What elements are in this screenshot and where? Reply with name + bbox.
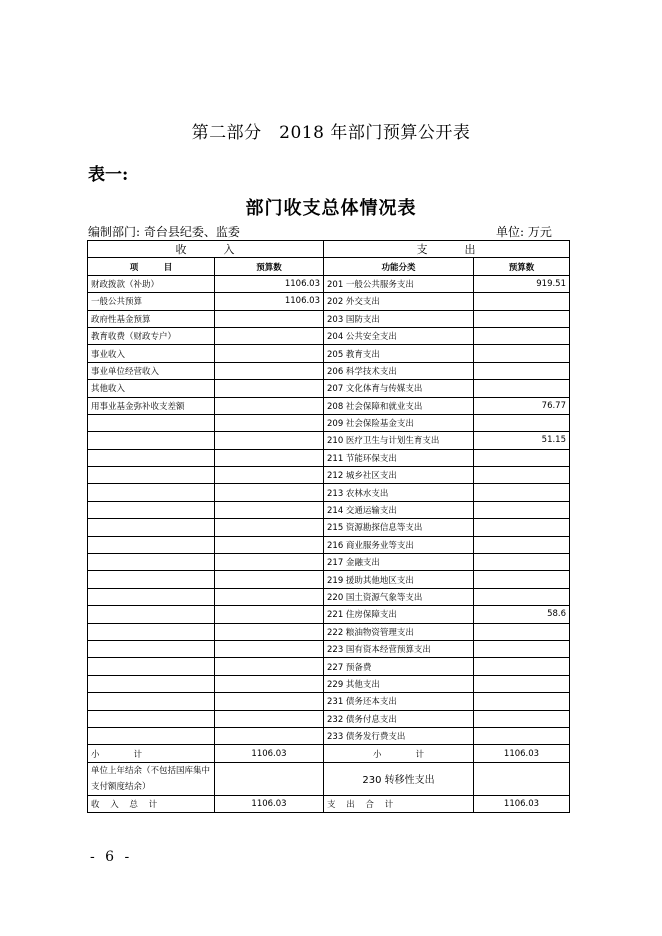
expense-function-cell: 205 教育支出 [324, 345, 474, 362]
expense-function-cell: 220 国土资源气象等支出 [324, 588, 474, 605]
expense-budget-cell [474, 693, 570, 710]
expense-function-cell: 215 资源勘探信息等支出 [324, 519, 474, 536]
income-item-cell [88, 727, 215, 744]
income-item-cell [88, 710, 215, 727]
table-row [88, 501, 570, 518]
expense-budget-cell [474, 310, 570, 327]
expense-function-cell: 223 国有资本经营预算支出 [324, 640, 474, 657]
income-item-cell [88, 449, 215, 466]
income-item-cell [88, 606, 215, 623]
expense-function-cell: 233 债务发行费支出 [324, 727, 474, 744]
expense-function-cell: 207 文化体育与传媒支出 [324, 380, 474, 397]
income-budget-cell [215, 571, 324, 588]
part-title: 第二部分 2018 年部门预算公开表 [191, 123, 471, 143]
table-row [88, 727, 570, 744]
subtotal-row [88, 745, 570, 762]
grand-total-row [88, 795, 570, 812]
section-header-row [88, 241, 570, 258]
income-budget-cell [215, 727, 324, 744]
income-budget-cell [215, 606, 324, 623]
subtotal-right-value: 1106.03 [474, 745, 570, 762]
expense-budget-cell [474, 710, 570, 727]
total-expense-value: 1106.03 [474, 795, 570, 812]
expense-budget-cell: 919.51 [474, 275, 570, 292]
expense-function-cell: 221 住房保障支出 [324, 606, 474, 623]
expense-budget-cell [474, 675, 570, 692]
expense-budget-cell [474, 467, 570, 484]
income-budget-cell [215, 519, 324, 536]
income-item-cell [88, 640, 215, 657]
expense-budget-cell [474, 640, 570, 657]
total-income-value: 1106.03 [215, 795, 324, 812]
income-item-cell: 一般公共预算 [88, 293, 215, 310]
income-budget-cell [215, 345, 324, 362]
income-budget-cell [215, 536, 324, 553]
table-row [88, 397, 570, 414]
total-expense-label: 支 出 合 计 [324, 795, 474, 812]
income-item-cell [88, 588, 215, 605]
column-header-row [88, 258, 570, 275]
income-budget-cell [215, 588, 324, 605]
transfer-value [474, 762, 570, 795]
income-item-cell [88, 414, 215, 431]
table-row [88, 484, 570, 501]
expense-function-cell: 231 债务还本支出 [324, 693, 474, 710]
table-row [88, 380, 570, 397]
col-function-header: 功能分类 [324, 258, 474, 275]
subtotal-right-label: 小 计 [324, 745, 474, 762]
income-item-cell [88, 658, 215, 675]
income-budget-cell [215, 675, 324, 692]
expense-function-cell: 203 国防支出 [324, 310, 474, 327]
expense-function-cell: 201 一般公共服务支出 [324, 275, 474, 292]
expense-budget-cell [474, 727, 570, 744]
income-item-cell [88, 554, 215, 571]
income-budget-cell [215, 554, 324, 571]
table-row [88, 536, 570, 553]
expense-function-cell: 214 交通运输支出 [324, 501, 474, 518]
income-item-cell [88, 519, 215, 536]
table-row [88, 519, 570, 536]
subtotal-left-label: 小 计 [88, 745, 215, 762]
subtotal-left-value: 1106.03 [215, 745, 324, 762]
expense-function-cell: 204 公共安全支出 [324, 327, 474, 344]
compiling-department: 编制部门: 奇台县纪委、监委 [88, 225, 240, 239]
expense-budget-cell [474, 519, 570, 536]
expense-function-cell: 232 债务付息支出 [324, 710, 474, 727]
income-budget-cell [215, 397, 324, 414]
income-item-cell: 其他收入 [88, 380, 215, 397]
income-item-cell [88, 536, 215, 553]
income-budget-cell [215, 380, 324, 397]
expense-header: 支 出 [324, 241, 570, 258]
income-item-cell: 财政拨款（补助） [88, 275, 215, 292]
table-row [88, 449, 570, 466]
table-row [88, 710, 570, 727]
page-number: - 6 - [90, 849, 133, 865]
expense-budget-cell: 76.77 [474, 397, 570, 414]
income-item-cell [88, 675, 215, 692]
table-row [88, 432, 570, 449]
income-item-cell [88, 501, 215, 518]
income-item-cell [88, 693, 215, 710]
income-item-cell [88, 432, 215, 449]
expense-budget-cell [474, 345, 570, 362]
expense-function-cell: 206 科学技术支出 [324, 362, 474, 379]
col-budget-right-header: 预算数 [474, 258, 570, 275]
expense-budget-cell [474, 536, 570, 553]
table-row [88, 293, 570, 310]
expense-function-cell: 209 社会保险基金支出 [324, 414, 474, 431]
income-item-cell [88, 571, 215, 588]
table-row [88, 414, 570, 431]
table-row [88, 362, 570, 379]
expense-budget-cell [474, 571, 570, 588]
expense-budget-cell: 51.15 [474, 432, 570, 449]
income-item-cell [88, 484, 215, 501]
table-row [88, 467, 570, 484]
report-title: 部门收支总体情况表 [245, 198, 417, 219]
expense-budget-cell [474, 362, 570, 379]
transfer-label: 230 转移性支出 [324, 762, 474, 795]
table-row [88, 675, 570, 692]
income-budget-cell [215, 467, 324, 484]
income-budget-cell [215, 484, 324, 501]
income-budget-cell [215, 327, 324, 344]
income-item-cell [88, 467, 215, 484]
table-row [88, 658, 570, 675]
table-row [88, 310, 570, 327]
expense-budget-cell [474, 380, 570, 397]
income-item-cell: 用事业基金弥补收支差额 [88, 397, 215, 414]
budget-table [87, 240, 570, 813]
expense-function-cell: 208 社会保障和就业支出 [324, 397, 474, 414]
income-budget-cell: 1106.03 [215, 293, 324, 310]
table-label: 表一: [88, 165, 129, 185]
table-row [88, 606, 570, 623]
expense-function-cell: 213 农林水支出 [324, 484, 474, 501]
income-item-cell [88, 623, 215, 640]
income-item-cell: 事业单位经营收入 [88, 362, 215, 379]
total-income-label: 收 入 总 计 [88, 795, 215, 812]
expense-function-cell: 222 粮油物资管理支出 [324, 623, 474, 640]
table-row [88, 345, 570, 362]
income-budget-cell [215, 640, 324, 657]
expense-budget-cell [474, 327, 570, 344]
expense-function-cell: 202 外交支出 [324, 293, 474, 310]
income-budget-cell: 1106.03 [215, 275, 324, 292]
table-row [88, 327, 570, 344]
table-row [88, 693, 570, 710]
carryover-row [88, 762, 570, 795]
expense-budget-cell [474, 484, 570, 501]
income-budget-cell [215, 414, 324, 431]
expense-function-cell: 227 预备费 [324, 658, 474, 675]
expense-function-cell: 210 医疗卫生与计划生育支出 [324, 432, 474, 449]
income-budget-cell [215, 501, 324, 518]
income-item-cell: 政府性基金预算 [88, 310, 215, 327]
income-budget-cell [215, 310, 324, 327]
carryover-value [215, 762, 324, 795]
income-budget-cell [215, 693, 324, 710]
expense-budget-cell [474, 554, 570, 571]
expense-function-cell: 229 其他支出 [324, 675, 474, 692]
expense-budget-cell: 58.6 [474, 606, 570, 623]
income-budget-cell [215, 449, 324, 466]
table-row [88, 571, 570, 588]
carryover-label: 单位上年结余（不包括国库集中支付额度结余） [88, 762, 215, 795]
expense-budget-cell [474, 658, 570, 675]
income-header: 收 入 [88, 241, 324, 258]
table-row [88, 554, 570, 571]
expense-budget-cell [474, 449, 570, 466]
expense-function-cell: 217 金融支出 [324, 554, 474, 571]
income-item-cell: 教育收费（财政专户） [88, 327, 215, 344]
expense-function-cell: 212 城乡社区支出 [324, 467, 474, 484]
expense-budget-cell [474, 414, 570, 431]
income-budget-cell [215, 623, 324, 640]
table-row [88, 275, 570, 292]
col-budget-left-header: 预算数 [215, 258, 324, 275]
income-budget-cell [215, 710, 324, 727]
expense-budget-cell [474, 623, 570, 640]
table-row [88, 640, 570, 657]
table-row [88, 623, 570, 640]
expense-budget-cell [474, 501, 570, 518]
unit-label: 单位: 万元 [496, 225, 552, 239]
expense-function-cell: 216 商业服务业等支出 [324, 536, 474, 553]
expense-function-cell: 219 援助其他地区支出 [324, 571, 474, 588]
income-budget-cell [215, 432, 324, 449]
expense-function-cell: 211 节能环保支出 [324, 449, 474, 466]
income-item-cell: 事业收入 [88, 345, 215, 362]
table-row [88, 588, 570, 605]
table-body [88, 275, 570, 745]
col-item-header: 项 目 [88, 258, 215, 275]
expense-budget-cell [474, 293, 570, 310]
income-budget-cell [215, 658, 324, 675]
income-budget-cell [215, 362, 324, 379]
expense-budget-cell [474, 588, 570, 605]
